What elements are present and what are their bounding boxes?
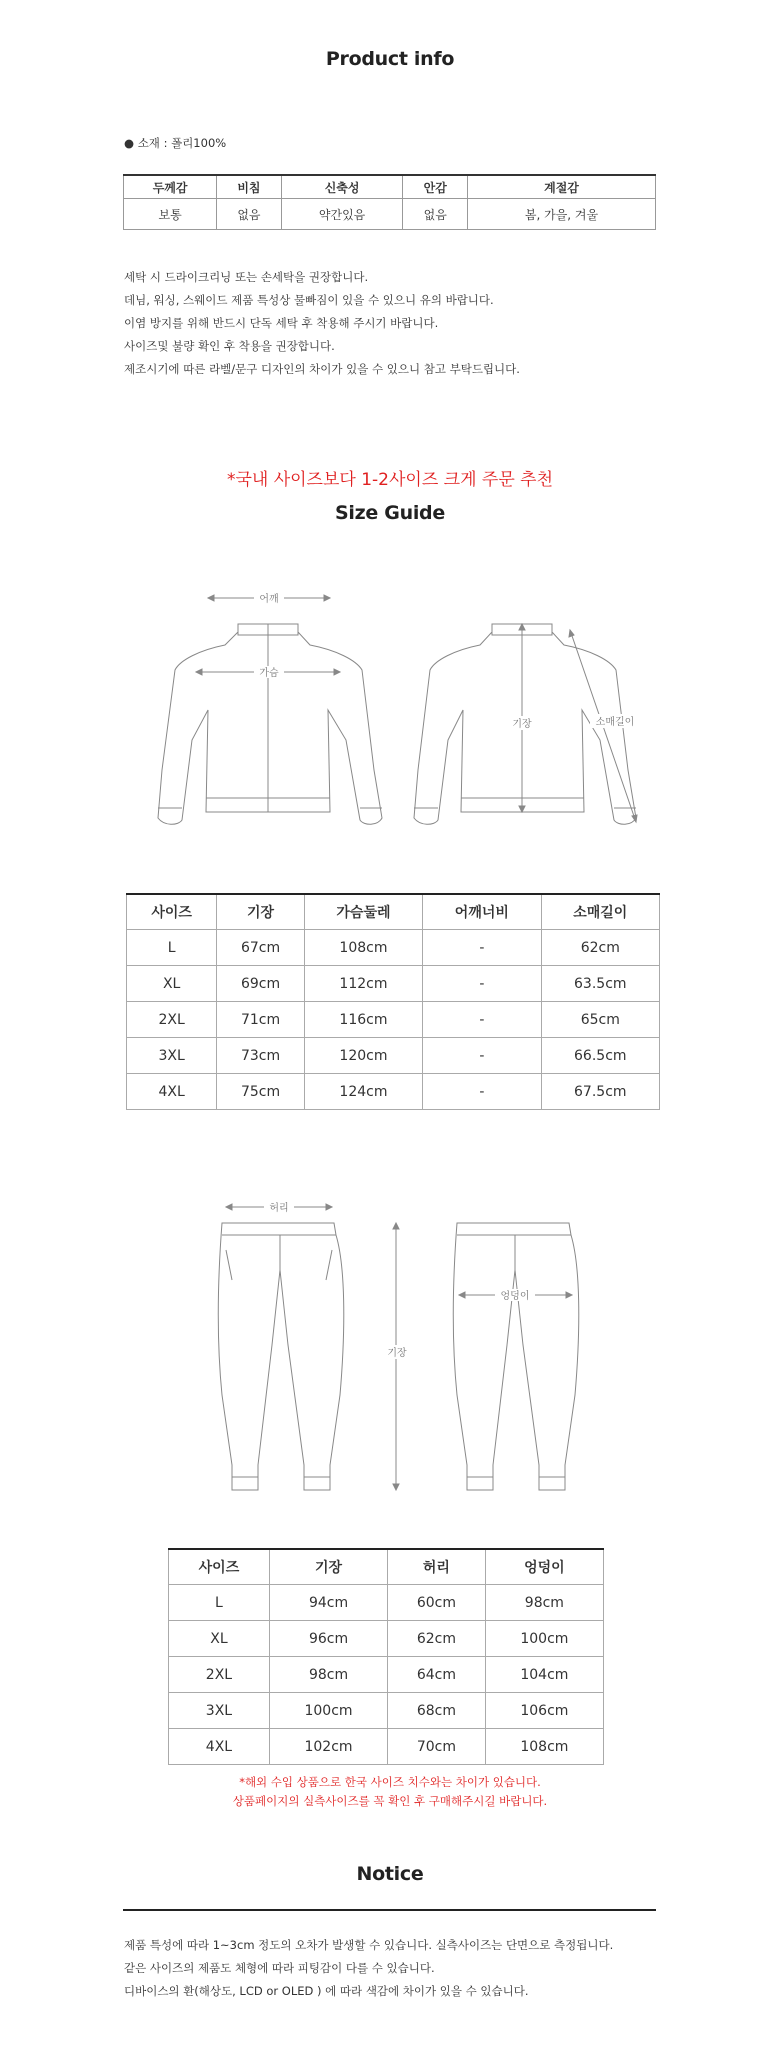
header-cell: 안감 — [403, 175, 468, 199]
table-row — [169, 1621, 604, 1657]
value-cell: 봄, 가을, 겨울 — [468, 199, 656, 230]
cell: - — [423, 1002, 541, 1038]
table-row — [127, 1038, 660, 1074]
attribute-header-row — [124, 175, 656, 199]
value-cell: 없음 — [403, 199, 468, 230]
table-row — [169, 1657, 604, 1693]
table-row — [169, 1693, 604, 1729]
cell: 63.5cm — [541, 966, 659, 1002]
cell: 124cm — [304, 1074, 422, 1110]
notice-title: Notice — [356, 1863, 424, 1885]
attribute-table — [123, 174, 656, 230]
cell: 67.5cm — [541, 1074, 659, 1110]
notice-divider — [123, 1909, 656, 1911]
header-cell: 계절감 — [468, 175, 656, 199]
cell: L — [127, 930, 217, 966]
cell: 100cm — [485, 1621, 603, 1657]
shoulder-label: 어깨 — [259, 594, 279, 605]
header-cell: 신축성 — [281, 175, 403, 199]
sleeve-label: 소매길이 — [595, 717, 635, 728]
cell: - — [423, 930, 541, 966]
material-text: ● 소재 : 폴리100% — [124, 136, 227, 150]
header-cell: 두께감 — [124, 175, 217, 199]
cell: 67cm — [217, 930, 304, 966]
cell: - — [423, 1038, 541, 1074]
size-recommend-note: *국내 사이즈보다 1-2사이즈 크게 주문 추천 — [226, 470, 554, 490]
cell: 108cm — [485, 1729, 603, 1765]
cell: 70cm — [388, 1729, 486, 1765]
cell: 102cm — [269, 1729, 387, 1765]
header-cell: 엉덩이 — [485, 1549, 603, 1585]
value-cell: 보통 — [124, 199, 217, 230]
table-row — [127, 930, 660, 966]
cell: - — [423, 1074, 541, 1110]
table-row — [169, 1585, 604, 1621]
care-line: 데님, 워싱, 스웨이드 제품 특성상 물빠짐이 있을 수 있으니 유의 바랍니다. — [124, 293, 494, 307]
import-note — [0, 1773, 780, 1811]
cell: 3XL — [127, 1038, 217, 1074]
cell: 73cm — [217, 1038, 304, 1074]
jacket-illustration — [150, 590, 670, 840]
product-info-title: Product info — [325, 48, 455, 70]
care-line: 제조시기에 따른 라벨/문구 디자인의 차이가 있을 수 있으니 참고 부탁드립니다. — [124, 362, 520, 376]
cell: 100cm — [269, 1693, 387, 1729]
pants-length-label: 기장 — [387, 1348, 407, 1359]
cell: 3XL — [169, 1693, 270, 1729]
cell: 2XL — [169, 1657, 270, 1693]
cell: 4XL — [127, 1074, 217, 1110]
header-cell: 사이즈 — [127, 894, 217, 930]
care-instructions — [124, 266, 520, 381]
import-note-line: 상품페이지의 실측사이즈를 꼭 확인 후 구매해주시길 바랍니다. — [232, 1794, 548, 1808]
cell: 104cm — [485, 1657, 603, 1693]
cell: 68cm — [388, 1693, 486, 1729]
cell: 116cm — [304, 1002, 422, 1038]
header-cell: 가슴둘레 — [304, 894, 422, 930]
cell: 94cm — [269, 1585, 387, 1621]
cell: 120cm — [304, 1038, 422, 1074]
value-cell: 없음 — [217, 199, 282, 230]
cell: 62cm — [388, 1621, 486, 1657]
cell: 112cm — [304, 966, 422, 1002]
cell: 2XL — [127, 1002, 217, 1038]
jacket-size-table — [126, 893, 660, 1110]
cell: 96cm — [269, 1621, 387, 1657]
notice-line: 제품 특성에 따라 1~3cm 정도의 오차가 발생할 수 있습니다. 실측사이즈는 단면으로 측정됩니다. — [124, 1938, 614, 1952]
cell: 62cm — [541, 930, 659, 966]
cell: 106cm — [485, 1693, 603, 1729]
import-note-line: *해외 수입 상품으로 한국 사이즈 치수와는 차이가 있습니다. — [239, 1775, 541, 1789]
table-header-row — [169, 1549, 604, 1585]
notice-line: 같은 사이즈의 제품도 체형에 따라 피팅감이 다를 수 있습니다. — [124, 1961, 435, 1975]
cell: 66.5cm — [541, 1038, 659, 1074]
chest-label: 가슴 — [259, 668, 279, 679]
waist-label: 허리 — [269, 1203, 289, 1214]
cell: 98cm — [485, 1585, 603, 1621]
cell: L — [169, 1585, 270, 1621]
table-row — [127, 1002, 660, 1038]
cell: - — [423, 966, 541, 1002]
care-line: 사이즈및 불량 확인 후 착용을 권장합니다. — [124, 339, 335, 353]
pants-size-table — [168, 1548, 604, 1765]
notice-line: 디바이스의 환(해상도, LCD or OLED ) 에 따라 색감에 차이가 있을 수 있습니다. — [124, 1984, 529, 1998]
pants-illustration — [200, 1195, 600, 1505]
cell: 60cm — [388, 1585, 486, 1621]
cell: 75cm — [217, 1074, 304, 1110]
table-row — [127, 966, 660, 1002]
header-cell: 비침 — [217, 175, 282, 199]
cell: 98cm — [269, 1657, 387, 1693]
cell: 65cm — [541, 1002, 659, 1038]
table-row — [169, 1729, 604, 1765]
table-row — [127, 1074, 660, 1110]
jacket-length-label: 기장 — [512, 719, 532, 730]
cell: 69cm — [217, 966, 304, 1002]
header-cell: 기장 — [269, 1549, 387, 1585]
size-guide-title: Size Guide — [335, 502, 445, 524]
cell: 64cm — [388, 1657, 486, 1693]
notice-body — [124, 1934, 613, 2003]
header-cell: 소매길이 — [541, 894, 659, 930]
header-cell: 사이즈 — [169, 1549, 270, 1585]
care-line: 세탁 시 드라이크리닝 또는 손세탁을 권장합니다. — [124, 270, 369, 284]
cell: 108cm — [304, 930, 422, 966]
cell: XL — [169, 1621, 270, 1657]
cell: 4XL — [169, 1729, 270, 1765]
value-cell: 약간있음 — [281, 199, 403, 230]
header-cell: 기장 — [217, 894, 304, 930]
header-cell: 허리 — [388, 1549, 486, 1585]
attribute-value-row — [124, 199, 656, 230]
cell: XL — [127, 966, 217, 1002]
table-header-row — [127, 894, 660, 930]
care-line: 이염 방지를 위해 반드시 단독 세탁 후 착용해 주시기 바랍니다. — [124, 316, 439, 330]
header-cell: 어깨너비 — [423, 894, 541, 930]
cell: 71cm — [217, 1002, 304, 1038]
hip-label: 엉덩이 — [500, 1291, 530, 1302]
